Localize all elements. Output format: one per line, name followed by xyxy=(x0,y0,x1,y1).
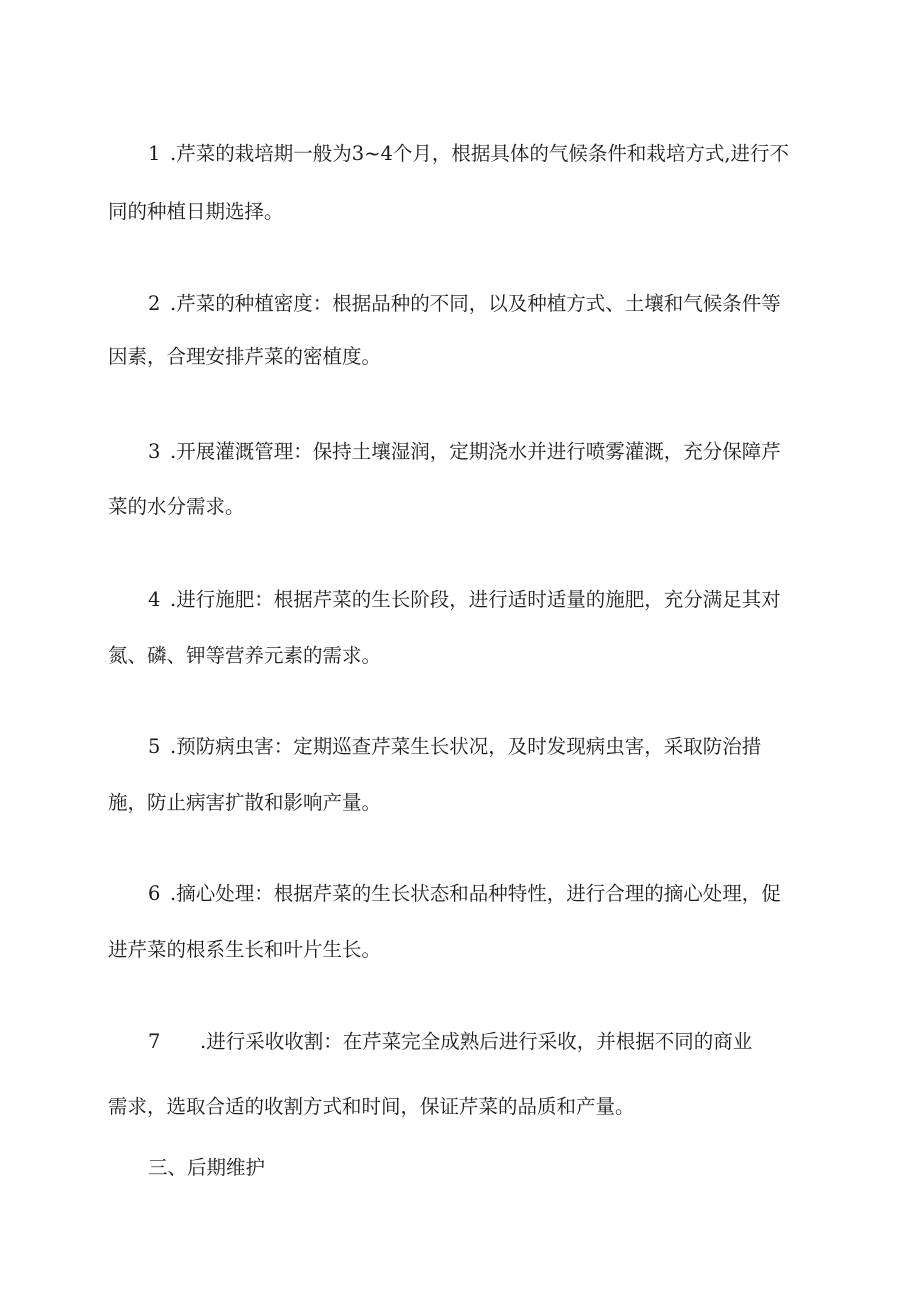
list-item-continuation: 因素，合理安排芹菜的密植度。 xyxy=(108,345,382,368)
list-item-text: .进行采收收割：在芹菜完全成熟后进行采收，并根据不同的商业 xyxy=(200,1030,753,1053)
list-item-text: .预防病虫害：定期巡查芹菜生长状况，及时发现病虫害，采取防治措 xyxy=(170,735,762,758)
list-item-continuation: 同的种植日期选择。 xyxy=(108,200,284,223)
list-item-continuation: 需求，选取合适的收割方式和时间，保证芹菜的品质和产量。 xyxy=(108,1095,635,1118)
list-item-number: 3 xyxy=(148,440,161,463)
list-item-number: 2 xyxy=(148,292,161,315)
list-item-number: 7 xyxy=(148,1030,161,1053)
list-item-text: .摘心处理：根据芹菜的生长状态和品种特性，进行合理的摘心处理，促 xyxy=(170,882,781,905)
list-item-text: .开展灌溉管理：保持土壤湿润，定期浇水并进行喷雾灌溉，充分保障芹 xyxy=(170,440,781,463)
list-item-number: 4 xyxy=(148,588,161,611)
list-item-text: .芹菜的栽培期一般为3~4个月，根据具体的气候条件和栽培方式,进行不 xyxy=(170,142,790,165)
section-heading-text: 三、后期维护 xyxy=(148,1156,266,1179)
list-item-continuation: 氮、磷、钾等营养元素的需求。 xyxy=(108,644,382,667)
list-item-number: 1 xyxy=(148,142,161,165)
list-item-text: .进行施肥：根据芹菜的生长阶段，进行适时适量的施肥，充分满足其对 xyxy=(170,588,781,611)
list-item-number: 6 xyxy=(148,882,161,905)
list-item-continuation: 施，防止病害扩散和影响产量。 xyxy=(108,791,382,814)
list-item-number: 5 xyxy=(148,735,161,758)
list-item-text: .芹菜的种植密度：根据品种的不同，以及种植方式、土壤和气候条件等 xyxy=(170,292,781,315)
list-item-continuation: 进芹菜的根系生长和叶片生长。 xyxy=(108,938,382,961)
list-item-continuation: 菜的水分需求。 xyxy=(108,495,245,518)
